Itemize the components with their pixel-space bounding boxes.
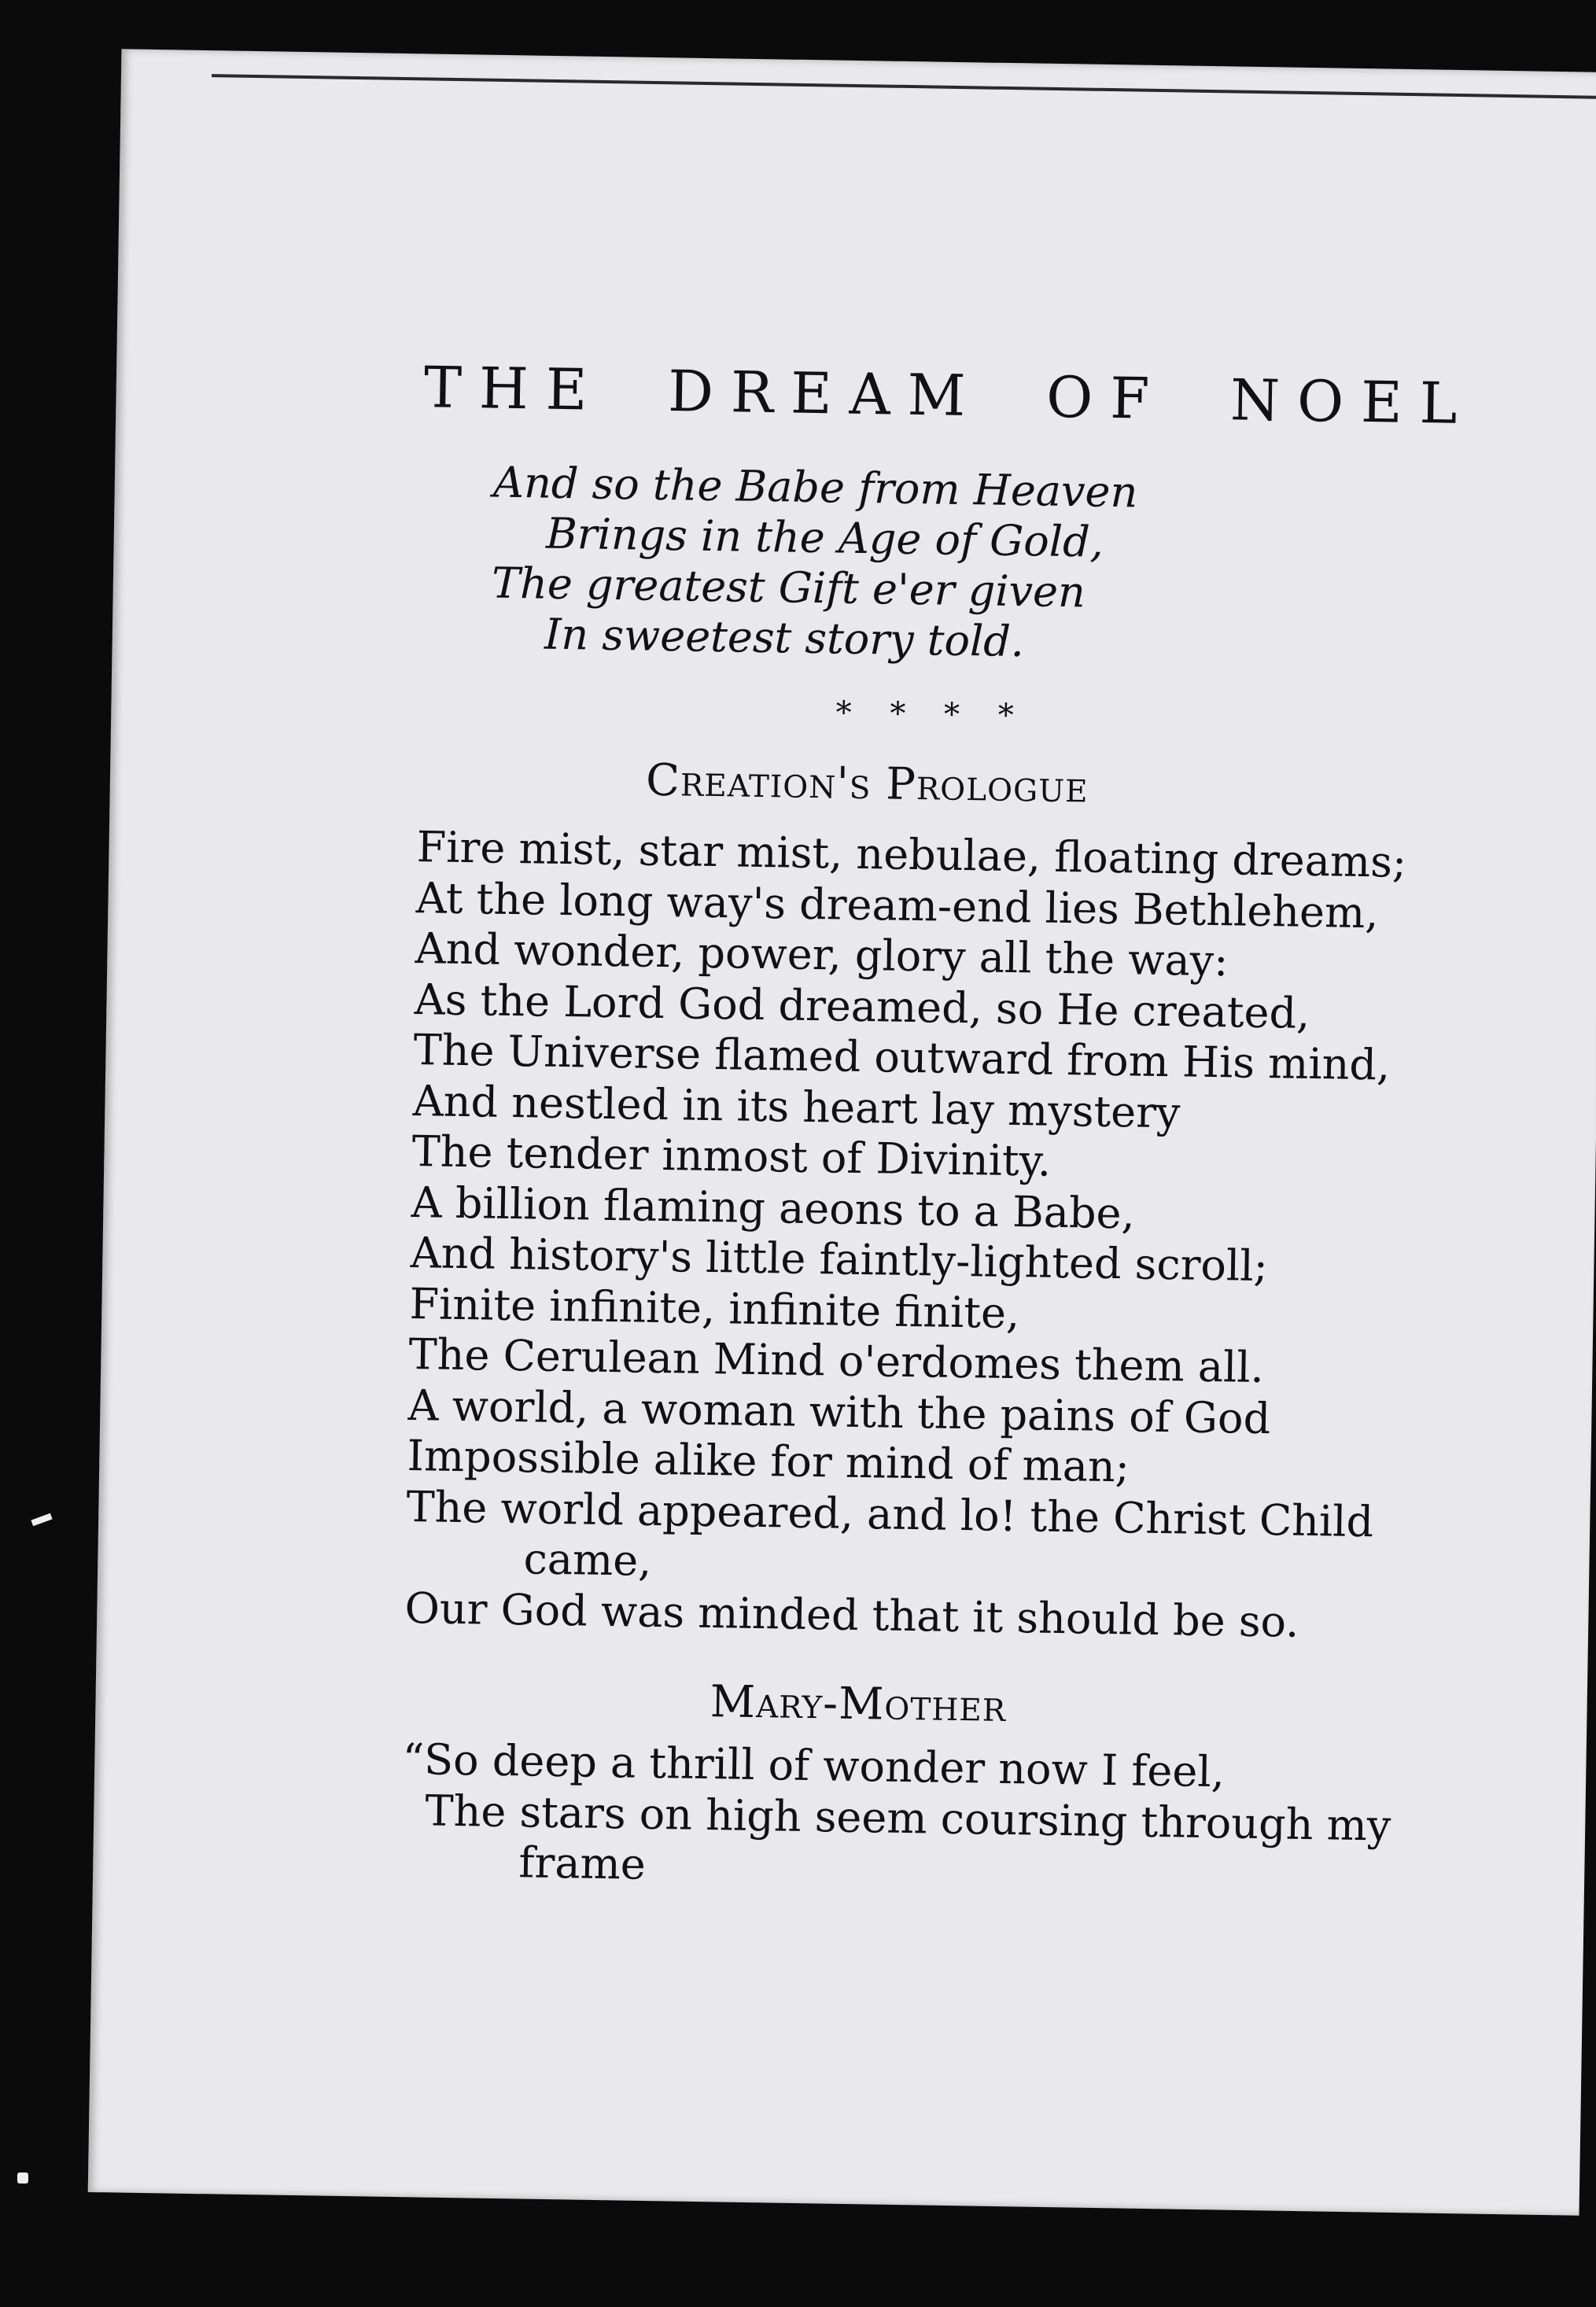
verse-line: “So deep a thrill of wonder now I feel,: [402, 1734, 1226, 1797]
verse-line: A billion flaming aeons to a Babe,: [411, 1177, 1136, 1238]
verse-line: The tender inmost of Divinity.: [411, 1126, 1052, 1186]
scan-artifact: [31, 1513, 52, 1526]
epigraph: [491, 458, 1138, 669]
verse-line: The Universe flamed outward from His mind,: [413, 1025, 1391, 1090]
verse-line-continuation: frame: [518, 1837, 647, 1889]
verse-line: And history's little faintly-lighted scroll;: [410, 1228, 1269, 1292]
verse-line: A world, a woman with the pains of God: [407, 1380, 1271, 1443]
verse-line: The stars on high seem coursing through my: [425, 1785, 1391, 1851]
verse-line: Fire mist, star mist, nebulae, floating dreams;: [416, 822, 1407, 887]
epigraph-line: Brings in the Age of Gold,: [545, 508, 1104, 567]
verse-line-continuation: came,: [523, 1534, 652, 1586]
verse-mary-mother: [400, 1734, 1392, 1902]
page-top-rule: [212, 74, 1596, 99]
verse-creations-prologue: [404, 822, 1406, 1649]
verse-line: The world appeared, and lo! the Christ Child: [406, 1481, 1374, 1546]
epigraph-line: The greatest Gift e'er given: [491, 558, 1086, 617]
scan-artifact: [17, 2172, 28, 2184]
verse-line: And wonder, power, glory all the way:: [415, 923, 1229, 986]
epigraph-line: In sweetest story told.: [544, 609, 1025, 667]
section-heading-mary-mother: Mary-Mother: [710, 1676, 1007, 1732]
verse-line: As the Lord God dreamed, so He created,: [414, 974, 1310, 1038]
verse-line: And nestled in its heart lay mystery: [412, 1075, 1181, 1137]
verse-line: Impossible alike for mind of man;: [407, 1430, 1130, 1492]
section-separator: * * * *: [835, 695, 1029, 735]
verse-line: The Cerulean Mind o'erdomes them all.: [408, 1329, 1265, 1393]
epigraph-line: And so the Babe from Heaven: [492, 457, 1138, 518]
verse-line: Finite infinite, infinite finite,: [409, 1278, 1020, 1338]
section-heading-creations-prologue: Creation's Prologue: [645, 754, 1089, 813]
verse-line: At the long way's dream-end lies Bethlehem,: [415, 872, 1379, 938]
verse-line: Our God was minded that it should be so.: [404, 1583, 1299, 1647]
page-title: THE DREAM OF NOEL: [423, 354, 1476, 437]
